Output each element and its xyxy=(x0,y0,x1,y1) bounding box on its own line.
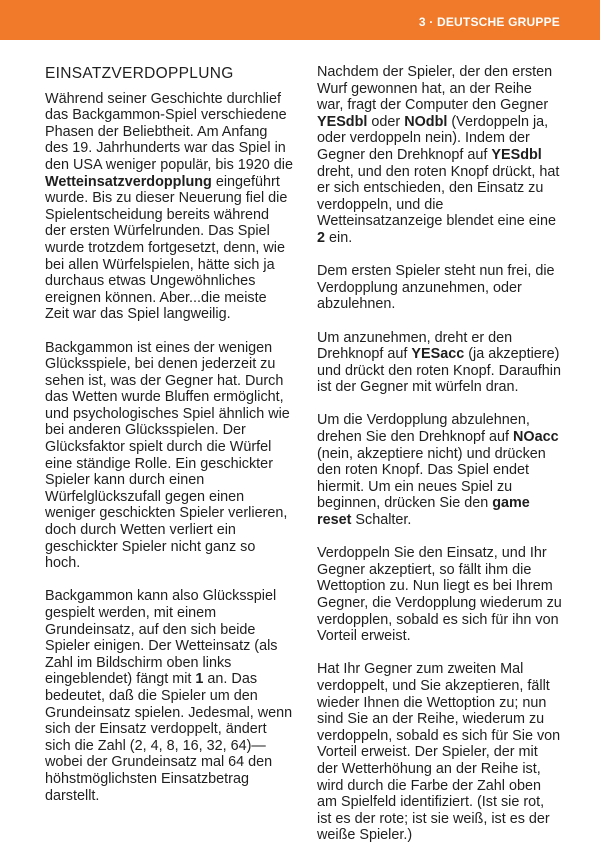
paragraph: Nachdem der Spieler, der den ersten Wurf gewonnen hat, an der Reihe war, fragt der Computer den Gegner YESdbl oder NOdbl (Verdoppeln ja, oder verdoppeln nein). Indem der Gegner den Drehknopf auf YESdbl dreht, und den roten Knopf drückt, hat er sich entschieden, den Einsatz zu verdoppeln, und die Wetteinsatzanzeige blendet eine eine 2 ein. xyxy=(317,64,560,246)
paragraph: Dem ersten Spieler steht nun frei, die Verdopplung anzunehmen, oder abzulehnen. xyxy=(317,263,555,313)
left-column xyxy=(45,66,293,821)
bold-term: 2 xyxy=(317,229,326,246)
paragraph: Während seiner Geschichte durchlief das Backgammon-Spiel verschiedene Phasen der Beliebtheit. Am Anfang des 19. Jahrhunderts war das Spiel in den USA weniger populär, bis 1920 die Wetteinsatzverdopplung eingeführt wurde. Bis zu dieser Neuerung fiel die Spielentscheidung bereits während der ersten Würfelrunden. Das Spiel wurde trotzdem fortgesetzt, denn, wie bei allen Würfelspielen, hätte sich ja durchaus etwas Ungewöhnliches ereignen können. Aber...die meiste Zeit war das Spiel langweilig. xyxy=(45,90,294,323)
bold-term: YESdbl xyxy=(491,146,542,163)
bold-term: YESdbl xyxy=(317,113,368,130)
paragraph: Backgammon kann also Glücksspiel gespielt werden, mit einem Grundeinsatz, auf den sich beide Spieler einigen. Der Wetteinsatz (als Zahl im Bildschirm oben links eingeblendet) fängt mit 1 an. Das bedeutet, daß die Spieler um den Grundeinsatz spielen. Jedesmal, wenn sich der Einsatz verdoppelt, ändert sich die Zahl (2, 4, 8, 16, 32, 64)—wobei der Grundeinsatz mal 64 den höhstmöglichsten Einsatzbetrag darstellt. xyxy=(45,588,293,804)
paragraph: Um anzunehmen, dreht er den Drehknopf auf YESacc (ja akzeptiere) und drückt den roten Knopf. Daraufhin ist der Gegner mit würfeln dran. xyxy=(317,329,562,396)
right-column xyxy=(317,64,562,861)
paragraph: Um die Verdopplung abzulehnen, drehen Sie den Drehknopf auf NOacc (nein, akzeptiere nicht) und drücken den roten Knopf. Das Spiel endet hiermit. Um ein neues Spiel zu beginnen, drücken Sie den game reset Schalter. xyxy=(317,412,559,529)
bold-term: game reset xyxy=(317,495,530,529)
paragraph: Verdoppeln Sie den Einsatz, und Ihr Gegner akzeptiert, so fällt ihm die Wettoption zu. Nun liegt es bei Ihrem Gegner, die Verdopplung wiederum zu verdopplen, sobald es sich für ihn von Vorteil erweist. xyxy=(317,545,562,645)
section-heading: EINSATZVERDOPPLUNG xyxy=(45,65,234,82)
bold-term: Wetteinsatzverdopplung xyxy=(45,173,212,190)
section-header: 3 · DEUTSCHE GRUPPE xyxy=(418,15,560,29)
bold-term: NOdbl xyxy=(404,113,448,130)
bold-term: YESacc xyxy=(411,346,465,363)
bold-term: NOacc xyxy=(513,429,559,446)
paragraph: Hat Ihr Gegner zum zweiten Mal verdoppelt, und Sie akzeptieren, fällt wieder Ihnen die Wettoption zu; nun sind Sie an der Reihe, wiederum zu verdoppeln, sobald es sich für Sie von Vorteil erweist. Der Spieler, der mit der Wetterhöhung an der Reihe ist, wird durch die Farbe der Zahl oben am Spielfeld identifiziert. (Ist sie rot, ist es der rote; ist sie weiß, ist es der weiße Spieler.) xyxy=(317,661,561,844)
bold-term: 1 xyxy=(195,671,204,688)
paragraph: Backgammon ist eines der wenigen Glücksspiele, bei denen jederzeit zu sehen ist, was der Gegner hat. Durch das Wetten wurde Bluffen ermöglicht, und psychologisches Spiel ähnlich wie bei anderen Glücksspielen. Der Glücksfaktor spielt durch die Würfel eine ständige Rolle. Ein geschickter Spieler kann durch einen Würfelglückszufall gegen einen weniger geschickten Spieler verlieren, doch durch Wetten verliert ein geschickter Spieler nicht ganz so hoch. xyxy=(45,339,290,572)
